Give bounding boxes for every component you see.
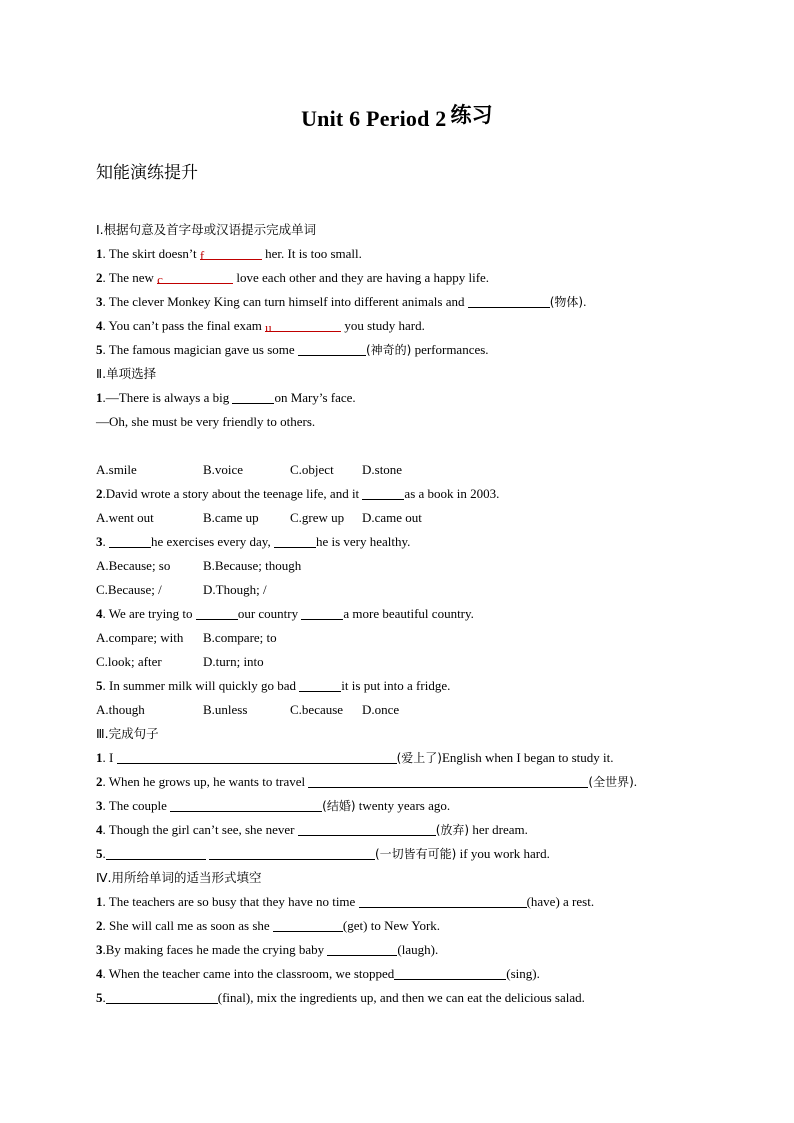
option-b[interactable]: B.voice [203,462,244,477]
section-1-heading: Ⅰ.根据句意及首字母或汉语提示完成单词 [96,222,317,237]
option-c[interactable]: C.look; after [96,654,162,669]
section-4-heading: Ⅳ.用所给单词的适当形式填空 [96,870,262,885]
s1-question-4 [96,314,696,338]
s3-question-4 [96,818,696,842]
s4-question-1 [96,890,696,914]
question-text: . When he grows up, he wants to travel [102,774,309,789]
question-text: to New York. [367,918,441,933]
question-text: love each other and they are having a happy life. [233,270,490,285]
option-d[interactable]: D.Though; / [203,582,267,597]
chinese-hint: (一切皆有可能) [375,847,457,861]
s2-q3-options-row-2 [96,578,696,602]
question-text: . [102,846,106,861]
s3-question-5 [96,842,696,866]
question-text: . We are trying to [102,606,196,621]
title-english: Unit 6 Period 2 [301,106,447,131]
section-2-heading: Ⅱ.单项选择 [96,366,157,381]
option-a[interactable]: A.Because; so [96,558,171,573]
answer-blank[interactable] [359,892,527,908]
answer-blank[interactable] [209,844,375,860]
question-text: . I [102,750,117,765]
s1-question-2 [96,266,696,290]
option-c[interactable]: C.because [290,702,344,717]
word-hint: (laugh) [397,942,435,957]
question-text: he is very healthy. [315,534,411,549]
s2-q3-options-row-1 [96,554,696,578]
answer-blank[interactable] [362,484,404,500]
s1-question-5 [96,338,696,362]
s2-question-2 [96,482,696,506]
s4-question-4 [96,962,696,986]
question-text: you study hard. [341,318,425,333]
spacer [96,434,696,458]
option-c[interactable]: C.Because; / [96,582,162,597]
option-a[interactable]: A.compare; with [96,630,184,645]
chinese-hint: (放弃) [435,823,470,837]
question-number: 3 [96,294,103,309]
question-number: 2 [96,774,103,789]
chinese-hint: (全世界) [588,775,634,789]
option-b[interactable]: B.compare; to [203,630,277,645]
s4-question-2 [96,914,696,938]
answer-blank[interactable] [106,988,218,1004]
question-number: 5 [96,846,103,861]
s3-question-1 [96,746,696,770]
question-text: . The teachers are so busy that they have no time [102,894,359,909]
s2-question-3 [96,530,696,554]
question-text: performances. [411,342,489,357]
option-d[interactable]: D.turn; into [203,654,264,669]
question-text: twenty years ago. [355,798,451,813]
word-hint: (sing) [506,966,537,981]
question-text: a rest. [559,894,595,909]
answer-blank[interactable] [301,604,343,620]
question-text: .By making faces he made the crying baby [102,942,328,957]
question-number: 2 [96,486,103,501]
question-text: . When the teacher came into the classroom, we stopped [102,966,395,981]
first-letter-hint: u [265,320,272,335]
page-subtitle: 知能演练提升 [96,163,198,183]
question-text: , mix the ingredients up, and then we can eat the delicious salad. [250,990,585,1005]
word-hint: (final) [217,990,251,1005]
title-chinese: 练习 [450,103,493,127]
answer-blank[interactable] [232,388,274,404]
question-number: 1 [96,390,103,405]
question-number: 3 [96,942,103,957]
question-number: 2 [96,918,103,933]
question-text: . In summer milk will quickly go bad [102,678,300,693]
chinese-hint: (神奇的) [365,343,412,357]
question-text: her dream. [469,822,528,837]
question-text: on Mary’s face. [274,390,356,405]
chinese-hint: (结婚) [322,799,356,813]
option-a[interactable]: A.though [96,702,145,717]
chinese-hint: (爱上了) [396,751,442,765]
s2-q2-options [96,506,696,530]
answer-blank[interactable] [265,316,341,335]
option-d[interactable]: D.stone [362,462,403,477]
question-text: . She will call me as soon as she [102,918,273,933]
chinese-hint: (物体) [549,295,584,309]
answer-blank[interactable] [106,844,206,860]
answer-blank[interactable] [394,964,506,980]
option-a[interactable]: A.went out [96,510,154,525]
question-number: 4 [96,606,103,621]
option-a[interactable]: A.smile [96,462,137,477]
question-text: . Though the girl can’t see, she never [102,822,298,837]
question-text: he exercises every day, [151,534,274,549]
s4-question-5 [96,986,696,1010]
question-number: 1 [96,750,103,765]
page-title [0,103,794,133]
s1-question-1 [96,242,696,266]
option-b[interactable]: B.unless [203,702,248,717]
option-d[interactable]: D.came out [362,510,422,525]
question-text: English when I began to study it. [441,750,614,765]
s1-question-3 [96,290,696,314]
s2-q5-options [96,698,696,722]
question-text: . [583,294,587,309]
answer-blank[interactable] [308,772,588,788]
s4-question-3 [96,938,696,962]
question-text: . The famous magician gave us some [102,342,298,357]
exercise-content [96,218,696,1010]
question-text: . [633,774,638,789]
s3-question-2 [96,770,696,794]
answer-blank[interactable] [196,604,238,620]
first-letter-hint: f [199,248,205,263]
answer-blank[interactable] [299,676,341,692]
answer-blank[interactable] [274,532,316,548]
question-text: her. It is too small. [261,246,362,261]
s2-question-1 [96,386,696,410]
option-d[interactable]: D.once [362,702,400,717]
question-text: .David wrote a story about the teenage life, and it [102,486,363,501]
answer-blank[interactable] [298,820,436,836]
answer-blank[interactable] [170,796,322,812]
question-text: a more beautiful country. [343,606,474,621]
s2-question-1-line-2: —Oh, she must be very friendly to others. [96,414,316,429]
question-text: .—There is always a big [102,390,233,405]
question-number: 5 [96,678,103,693]
first-letter-hint: c [157,272,163,287]
question-number: 4 [96,822,103,837]
question-text: if you work hard. [456,846,550,861]
question-text: . [102,534,109,549]
question-text: . The skirt doesn’t [102,246,200,261]
s2-q4-options-row-1 [96,626,696,650]
section-3-heading: Ⅲ.完成句子 [96,726,159,741]
answer-blank[interactable] [327,940,397,956]
question-number: 3 [96,798,103,813]
question-number: 4 [96,318,103,333]
option-b[interactable]: B.Because; though [203,558,302,573]
question-number: 5 [96,990,103,1005]
question-number: 4 [96,966,103,981]
question-text: . The new [102,270,158,285]
answer-blank[interactable] [157,268,233,287]
s2-q1-options [96,458,696,482]
option-c[interactable]: C.object [290,462,334,477]
question-number: 1 [96,894,103,909]
word-hint: (get) [342,918,368,933]
question-number: 5 [96,342,103,357]
question-text: it is put into a fridge. [341,678,451,693]
question-text: . You can’t pass the final exam [102,318,266,333]
s2-question-4 [96,602,696,626]
question-number: 2 [96,270,103,285]
answer-blank[interactable] [273,916,343,932]
s2-q4-options-row-2 [96,650,696,674]
s2-question-5 [96,674,696,698]
question-number: 1 [96,246,103,261]
answer-blank[interactable] [199,244,262,263]
s3-question-3 [96,794,696,818]
question-text: . The couple [102,798,171,813]
question-text: . [434,942,439,957]
answer-blank[interactable] [468,292,550,308]
question-text: our country [237,606,302,621]
option-c[interactable]: C.grew up [290,510,345,525]
answer-blank[interactable] [298,340,366,356]
question-number: 3 [96,534,103,549]
question-text: as a book in 2003. [404,486,500,501]
option-b[interactable]: B.came up [203,510,259,525]
answer-blank[interactable] [117,748,397,764]
answer-blank[interactable] [109,532,151,548]
word-hint: (have) [526,894,560,909]
question-text: . [102,990,106,1005]
question-text: . [536,966,540,981]
question-text: . The clever Monkey King can turn himself into different animals and [102,294,468,309]
